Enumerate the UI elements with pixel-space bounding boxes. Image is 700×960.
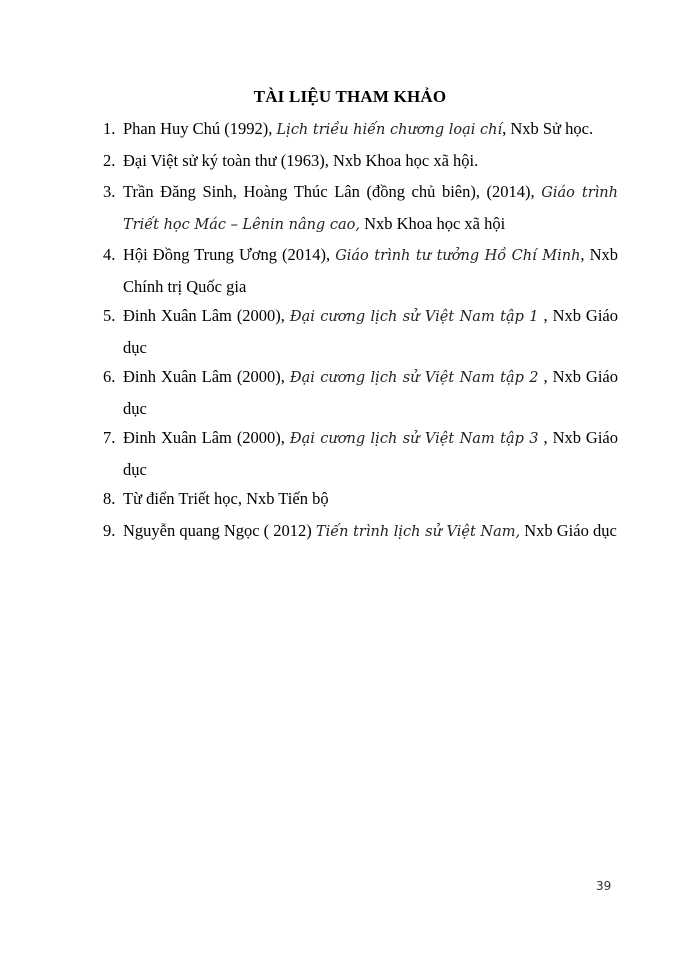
reference-pre: Đinh Xuân Lâm (2000), — [123, 367, 290, 386]
reference-item-1 — [103, 114, 618, 146]
reference-pre: Đinh Xuân Lâm (2000), — [123, 428, 290, 447]
page-number: 39 — [596, 879, 612, 893]
reference-number: 1. — [103, 119, 116, 138]
reference-number: 6. — [103, 367, 116, 386]
reference-number: 7. — [103, 428, 116, 447]
page-title: TÀI LIỆU THAM KHẢO — [253, 87, 447, 106]
reference-title-italic: Giáo trình tư tưởng Hồ Chí Minh — [335, 248, 581, 264]
reference-title-italic: Đại cương lịch sử Việt Nam tập 3 — [289, 431, 539, 447]
reference-item-5 — [103, 301, 618, 362]
reference-text — [123, 182, 618, 233]
reference-item-9 — [103, 516, 618, 548]
reference-number: 4. — [103, 245, 116, 264]
reference-text — [123, 367, 618, 418]
reference-title-italic: Đại cương lịch sử Việt Nam tập 1 — [289, 309, 539, 325]
reference-title-italic: Lịch triều hiến chương loại chí — [276, 122, 503, 138]
reference-title-italic: Tiến trình lịch sử Việt Nam, — [315, 523, 521, 540]
reference-pre: Phan Huy Chú (1992), — [123, 119, 277, 138]
reference-number: 2. — [103, 150, 116, 170]
reference-text — [123, 151, 478, 170]
reference-text — [123, 245, 618, 296]
reference-pre: Nguyễn quang Ngọc ( 2012) — [123, 520, 316, 540]
reference-item-8 — [103, 484, 618, 516]
reference-pre: Đinh Xuân Lâm (2000), — [123, 306, 290, 325]
reference-item-4 — [103, 240, 618, 301]
reference-list — [103, 114, 618, 547]
reference-pre: Đại Việt sử ký toàn thư (1963), Nxb Khoa học xã hội. — [123, 150, 479, 170]
reference-number: 9. — [103, 520, 116, 540]
reference-number: 8. — [103, 489, 116, 508]
reference-post: , Nxb Giáo dục — [123, 428, 619, 479]
reference-post: Nxb Khoa học xã hội — [359, 213, 506, 233]
reference-item-3 — [103, 177, 618, 240]
reference-post: , Nxb Giáo dục — [123, 306, 619, 357]
reference-text — [123, 489, 329, 508]
reference-text — [123, 306, 618, 357]
reference-pre: Từ điển Triết học, Nxb Tiến bộ — [123, 489, 329, 508]
reference-text — [123, 521, 617, 540]
reference-number: 3. — [103, 182, 116, 201]
reference-pre: Hội Đồng Trung Ương (2014), — [123, 245, 336, 264]
reference-post: , Nxb Sử học. — [502, 119, 594, 138]
reference-text — [123, 428, 618, 479]
reference-number: 5. — [103, 306, 116, 325]
reference-title-italic: Giáo trình Triết học Mác – Lênin nâng cao, — [123, 185, 618, 233]
reference-text — [123, 119, 593, 138]
reference-post: , Nxb Giáo dục — [123, 367, 619, 418]
reference-item-2 — [103, 146, 618, 178]
reference-item-7 — [103, 423, 618, 484]
reference-title-italic: Đại cương lịch sử Việt Nam tập 2 — [289, 370, 539, 386]
reference-post: , Nxb Chính trị Quốc gia — [123, 245, 618, 296]
reference-pre: Trần Đăng Sinh, Hoàng Thúc Lân (đồng chủ biên), (2014), — [123, 182, 542, 201]
reference-post: Nxb Giáo dục — [520, 520, 617, 540]
reference-item-6 — [103, 362, 618, 423]
